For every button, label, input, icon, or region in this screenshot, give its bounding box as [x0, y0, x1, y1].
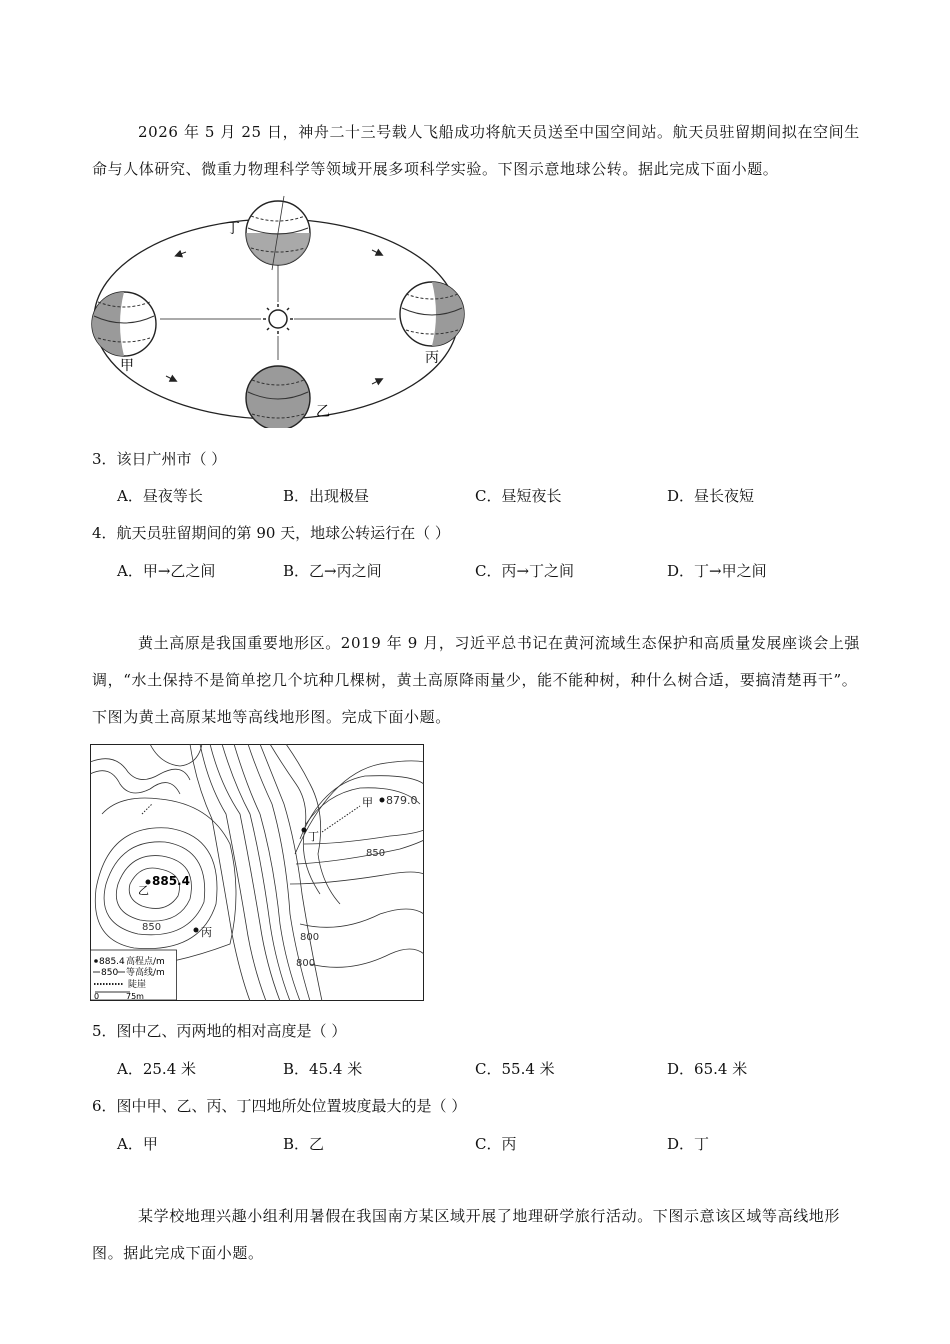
point-bing-marker	[194, 928, 199, 933]
point-yi-label: 乙	[138, 884, 149, 897]
option-b[interactable]: B．出现极昼	[283, 487, 370, 505]
option-a[interactable]: A．25.4 米	[117, 1060, 196, 1078]
point-ding-label: 丁	[308, 830, 319, 843]
legend-point-text: 高程点/m	[126, 957, 165, 967]
option-d[interactable]: D．65.4 米	[667, 1060, 748, 1078]
earth-bing	[400, 282, 464, 346]
earth-yi	[246, 366, 310, 428]
point-jia-value: 879.0	[386, 794, 418, 807]
point-yi-value: 885.4	[152, 874, 190, 888]
point-bing-label: 丙	[201, 926, 212, 939]
option-a[interactable]: A．昼夜等长	[117, 487, 203, 505]
point-jia-label: 甲	[362, 796, 373, 809]
legend-scale-1: 75m	[126, 992, 144, 1001]
option-b[interactable]: B．乙→丙之间	[283, 562, 382, 580]
label-jia: 甲	[120, 358, 134, 374]
passage-1: 2026 年 5 月 25 日，神舟二十三号载人飞船成功将航天员送至中国空间站。航天员驻留期间拟在空间生命与人体研究、微重力物理科学等领域开展多项科学实验。下图示意地球公转。据此完成下面小题。	[92, 123, 860, 178]
orbit-arrow	[166, 376, 174, 380]
earth-jia	[92, 292, 156, 356]
passage-3: 某学校地理兴趣小组利用暑假在我国南方某区域开展了地理研学旅行活动。下图示意该区域等高线地形图。据此完成下面小题。	[92, 1207, 841, 1262]
orbit-arrow	[372, 250, 380, 254]
option-a[interactable]: A．甲→乙之间	[117, 562, 216, 580]
point-ding-marker	[302, 828, 307, 833]
option-b[interactable]: B．45.4 米	[283, 1060, 363, 1078]
question-6-stem: 6．图中甲、乙、丙、丁四地所处位置坡度最大的是（ ）	[92, 1097, 467, 1115]
contour-label: 800	[300, 932, 320, 943]
passage-2: 黄土高原是我国重要地形区。2019 年 9 月，习近平总书记在黄河流域生态保护和高质量发展座谈会上强调，“水土保持不是简单挖几个坑种几棵树，黄土高原降雨量少，能不能种树，种什么树合适，要搞清楚再干”。下图为黄土高原某地等高线地形图。完成下面小题。	[92, 634, 861, 726]
sun-icon	[263, 304, 293, 334]
legend-cliff-text: 陡崖	[128, 980, 147, 990]
label-ding: 丁	[226, 221, 240, 237]
label-yi: 乙	[316, 404, 330, 420]
orbit-arrow	[178, 252, 186, 255]
option-a[interactable]: A．甲	[117, 1135, 158, 1153]
option-c[interactable]: C．丙→丁之间	[475, 562, 575, 580]
question-4-stem: 4．航天员驻留期间的第 90 天，地球公转运行在（ ）	[92, 524, 450, 542]
option-c[interactable]: C．55.4 米	[475, 1060, 555, 1078]
orbit-arrow	[372, 380, 380, 384]
point-jia-marker	[380, 798, 385, 803]
option-d[interactable]: D．丁→甲之间	[667, 562, 767, 580]
legend-point-value: 885.4	[99, 957, 125, 967]
question-3-stem: 3．该日广州市（ ）	[92, 450, 227, 468]
label-bing: 丙	[425, 350, 439, 366]
contour-label: 850	[142, 922, 162, 933]
option-d[interactable]: D．昼长夜短	[667, 487, 755, 505]
legend-line-text: 等高线/m	[126, 968, 165, 978]
option-b[interactable]: B．乙	[283, 1135, 325, 1153]
legend-line-value: 850	[101, 968, 119, 978]
legend-scale-0: 0	[94, 992, 100, 1001]
map-legend	[91, 950, 177, 1001]
contour-map	[90, 744, 424, 1001]
option-c[interactable]: C．昼短夜长	[475, 487, 562, 505]
contour-label: 800	[296, 958, 316, 969]
earth-revolution-diagram	[86, 188, 470, 428]
option-c[interactable]: C．丙	[475, 1135, 517, 1153]
contour-label: 850	[366, 848, 386, 859]
earth-ding	[246, 196, 310, 270]
option-d[interactable]: D．丁	[667, 1135, 710, 1153]
question-5-stem: 5．图中乙、丙两地的相对高度是（ ）	[92, 1022, 347, 1040]
